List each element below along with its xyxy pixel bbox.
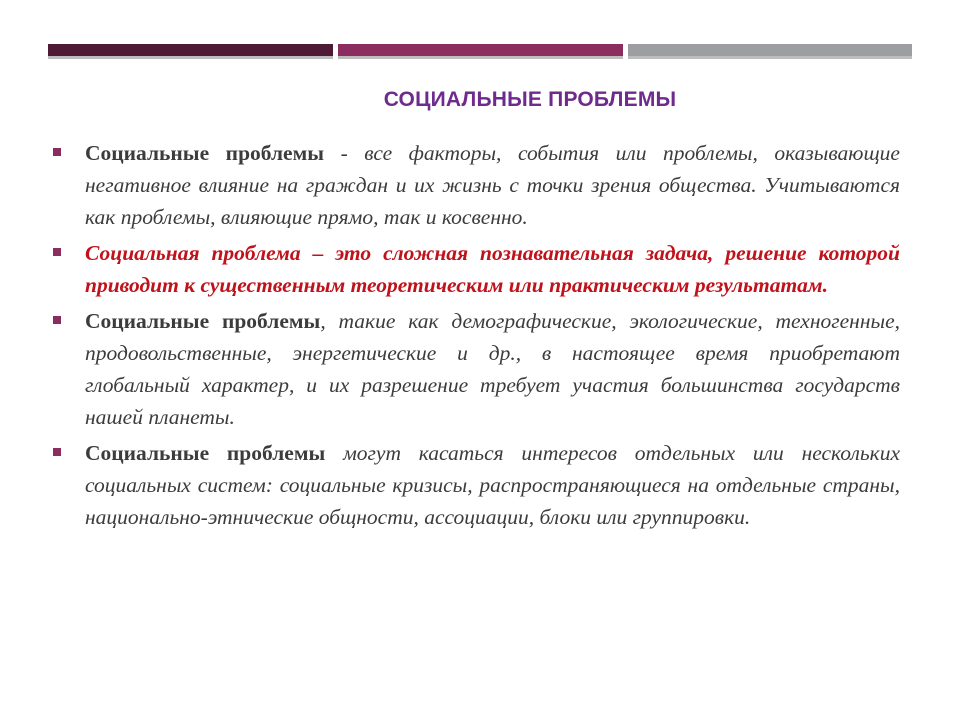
header-bar-shadow bbox=[628, 56, 912, 59]
bullet-list bbox=[48, 137, 900, 537]
square-bullet-icon bbox=[53, 248, 61, 256]
header-decoration bbox=[48, 44, 912, 60]
header-bar-gray bbox=[628, 44, 912, 56]
bullet-item bbox=[48, 305, 900, 433]
bullet-term: Социальные проблемы bbox=[85, 141, 325, 165]
square-bullet-icon bbox=[53, 316, 61, 324]
bullet-item bbox=[48, 437, 900, 533]
header-bar-shadow bbox=[48, 56, 333, 59]
square-bullet-icon bbox=[53, 448, 61, 456]
bullet-text: могут касаться интересов отдельных или нескольких социальных систем: социальные кризисы, распространяющиеся на отдельные страны, национально-этнические общности, ассоциации, блоки или группировки. bbox=[85, 441, 900, 529]
bullet-term: Социальные проблемы bbox=[85, 441, 326, 465]
square-bullet-icon bbox=[53, 148, 61, 156]
slide-title: СОЦИАЛЬНЫЕ ПРОБЛЕМЫ bbox=[383, 88, 677, 111]
bullet-item bbox=[48, 237, 900, 301]
bullet-term: Социальные проблемы bbox=[85, 309, 321, 333]
bullet-text: - все факторы, события или проблемы, оказывающие негативное влияние на граждан и их жизнь с точки зрения общества. Учитываются как проблемы, влияющие прямо, так и косвенно. bbox=[85, 141, 900, 229]
bullet-highlight-text: Социальная проблема – это сложная познавательная задача, решение которой приводит к существенным теоретическим или практическим результатам. bbox=[85, 241, 900, 297]
header-bar-magenta bbox=[338, 44, 623, 56]
header-bar-shadow bbox=[338, 56, 623, 59]
bullet-text: , такие как демографические, экологические, техногенные, продовольственные, энергетические и др., в настоящее время приобретают глобальный характер, и их разрешение требует участия большинства государств нашей планеты. bbox=[85, 309, 900, 429]
bullet-item bbox=[48, 137, 900, 233]
header-bar-dark bbox=[48, 44, 333, 56]
